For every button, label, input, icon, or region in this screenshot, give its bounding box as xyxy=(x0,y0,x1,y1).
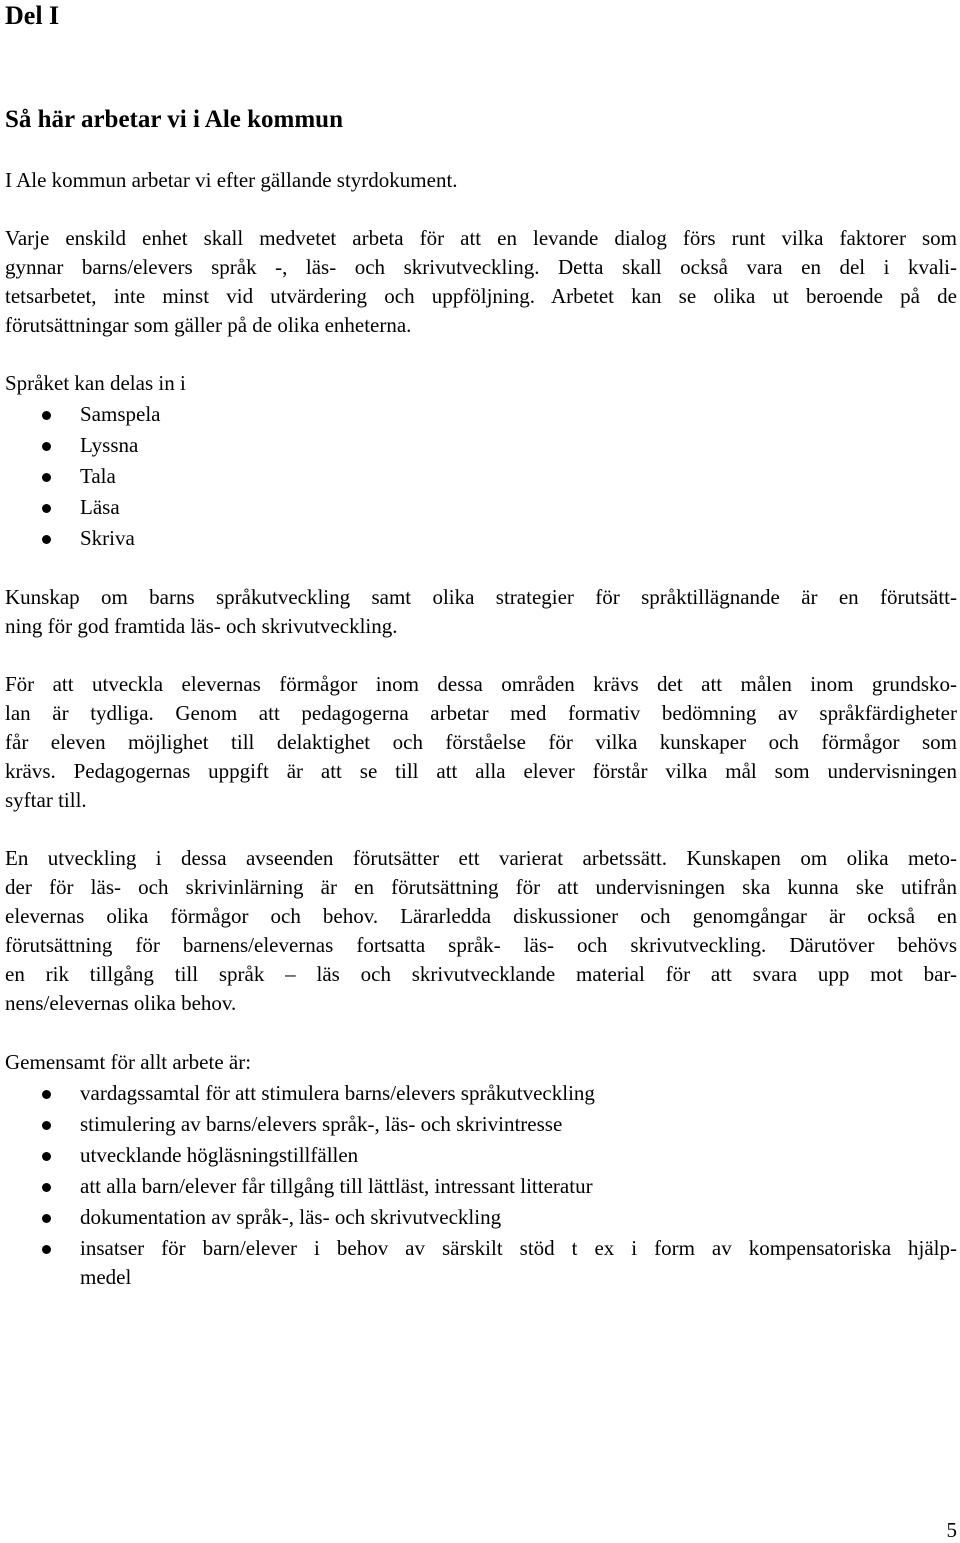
intro-paragraph xyxy=(5,166,957,195)
paragraph-dialog xyxy=(5,224,957,340)
list-item xyxy=(5,1110,957,1141)
common-list xyxy=(5,1079,957,1292)
list-item-label: vardagssamtal för att stimulera barns/elevers språkutveckling xyxy=(80,1081,595,1105)
list-item-label: att alla barn/elever får tillgång till lättläst, intressant litteratur xyxy=(80,1174,593,1198)
bullet-icon xyxy=(42,1245,51,1254)
paragraph-line: gynnar barns/elevers språk -, läs- och skrivutveckling. Detta skall också vara en del i kvali- xyxy=(5,255,957,279)
list-item-label: stimulering av barns/elevers språk-, läs- och skrivintresse xyxy=(80,1112,563,1136)
language-intro: Språket kan delas in i xyxy=(5,371,186,395)
intro-line: I Ale kommun arbetar vi efter gällande styrdokument. xyxy=(5,168,458,192)
common-section xyxy=(5,1048,957,1292)
bullet-icon xyxy=(42,411,51,420)
list-item xyxy=(5,1172,957,1203)
paragraph-line: får eleven möjlighet till delaktighet och förståelse för vilka kunskaper och förmågor som xyxy=(5,730,957,754)
list-item xyxy=(5,1203,957,1234)
paragraph-line: lan är tydliga. Genom att pedagogerna arbetar med formativ bedömning av språkfärdigheter xyxy=(5,701,957,725)
list-item-label: Skriva xyxy=(80,526,135,550)
paragraph-line: krävs. Pedagogernas uppgift är att se till att alla elever förstår vilka mål som undervisningen xyxy=(5,759,957,783)
language-parts-list xyxy=(5,400,957,555)
list-item-label: dokumentation av språk-, läs- och skrivutveckling xyxy=(80,1205,502,1229)
list-item-label: Samspela xyxy=(80,402,161,426)
paragraph-line: ning för god framtida läs- och skrivutveckling. xyxy=(5,614,398,638)
section-title: Så här arbetar vi i Ale kommun xyxy=(5,106,343,133)
list-item-label: Läsa xyxy=(80,495,120,519)
paragraph-line: Varje enskild enhet skall medvetet arbeta för att en levande dialog förs runt vilka faktorer som xyxy=(5,226,957,250)
bullet-icon xyxy=(42,1121,51,1130)
list-item xyxy=(5,462,957,493)
paragraph-goals xyxy=(5,670,957,815)
paragraph-line: tetsarbetet, inte minst vid utvärdering och uppföljning. Arbetet kan se olika ut beroende på de xyxy=(5,284,957,308)
language-section xyxy=(5,369,957,555)
list-item-label: Lyssna xyxy=(80,433,139,457)
bullet-icon xyxy=(42,442,51,451)
paragraph-line: syftar till. xyxy=(5,788,87,812)
paragraph-line: förutsättningar som gäller på de olika enheterna. xyxy=(5,313,412,337)
paragraph-knowledge xyxy=(5,583,957,641)
paragraph-line: En utveckling i dessa avseenden förutsätter ett varierat arbetssätt. Kunskapen om olika meto- xyxy=(5,846,957,870)
bullet-icon xyxy=(42,504,51,513)
list-item xyxy=(5,431,957,462)
list-item-label: Tala xyxy=(80,464,116,488)
paragraph-line: förutsättning för barnens/elevernas fortsatta språk- läs- och skrivutveckling. Därutöver behövs xyxy=(5,933,957,957)
bullet-icon xyxy=(42,473,51,482)
list-item xyxy=(5,400,957,431)
bullet-icon xyxy=(42,1152,51,1161)
paragraph-line: en rik tillgång till språk – läs och skrivutvecklande material för att svara upp mot bar- xyxy=(5,962,957,986)
bullet-icon xyxy=(42,1090,51,1099)
paragraph-line: Kunskap om barns språkutveckling samt olika strategier för språktillägnande är en förutsätt- xyxy=(5,585,957,609)
common-intro: Gemensamt för allt arbete är: xyxy=(5,1050,252,1074)
bullet-icon xyxy=(42,1183,51,1192)
list-item-label: utvecklande högläsningstillfällen xyxy=(80,1143,359,1167)
list-item-label: medel xyxy=(80,1265,132,1289)
page-number: 5 xyxy=(946,1518,957,1542)
part-title: Del I xyxy=(5,1,60,30)
paragraph-line: der för läs- och skrivinlärning är en förutsättning för att undervisningen ska kunna ske utifrån xyxy=(5,875,957,899)
list-item xyxy=(5,524,957,555)
paragraph-line: För att utveckla elevernas förmågor inom dessa områden krävs det att målen inom grundsko- xyxy=(5,672,957,696)
paragraph-methods xyxy=(5,844,957,1018)
bullet-icon xyxy=(42,1214,51,1223)
paragraph-line: elevernas olika förmågor och behov. Lärarledda diskussioner och genomgångar är också en xyxy=(5,904,957,928)
paragraph-line: nens/elevernas olika behov. xyxy=(5,991,237,1015)
list-item xyxy=(5,1234,957,1292)
list-item xyxy=(5,1079,957,1110)
list-item-label: insatser för barn/elever i behov av särskilt stöd t ex i form av kompensatoriska hjälp- xyxy=(80,1236,957,1260)
list-item xyxy=(5,493,957,524)
bullet-icon xyxy=(42,535,51,544)
list-item xyxy=(5,1141,957,1172)
